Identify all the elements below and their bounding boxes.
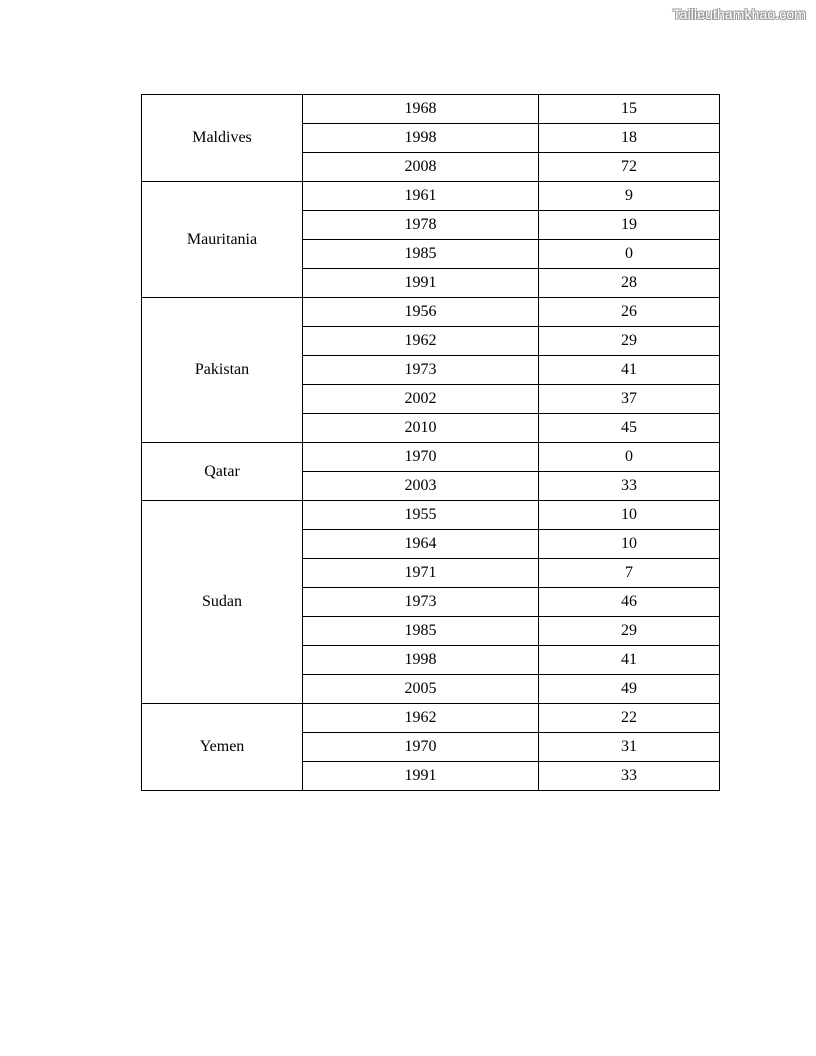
value-cell: 72 bbox=[539, 153, 720, 182]
value-cell: 0 bbox=[539, 443, 720, 472]
year-cell: 1968 bbox=[303, 95, 539, 124]
year-cell: 1991 bbox=[303, 762, 539, 791]
value-cell: 41 bbox=[539, 646, 720, 675]
value-cell: 41 bbox=[539, 356, 720, 385]
year-cell: 1985 bbox=[303, 617, 539, 646]
table-body bbox=[142, 95, 720, 791]
value-cell: 46 bbox=[539, 588, 720, 617]
year-cell: 1998 bbox=[303, 646, 539, 675]
value-cell: 49 bbox=[539, 675, 720, 704]
value-cell: 28 bbox=[539, 269, 720, 298]
table-row bbox=[142, 298, 720, 327]
year-cell: 1961 bbox=[303, 182, 539, 211]
value-cell: 29 bbox=[539, 617, 720, 646]
table-row bbox=[142, 95, 720, 124]
year-cell: 1978 bbox=[303, 211, 539, 240]
year-cell: 2010 bbox=[303, 414, 539, 443]
year-cell: 2002 bbox=[303, 385, 539, 414]
value-cell: 10 bbox=[539, 501, 720, 530]
year-cell: 1970 bbox=[303, 733, 539, 762]
year-cell: 1971 bbox=[303, 559, 539, 588]
country-cell: Yemen bbox=[142, 704, 303, 791]
table-row bbox=[142, 443, 720, 472]
year-cell: 2003 bbox=[303, 472, 539, 501]
year-cell: 1962 bbox=[303, 327, 539, 356]
value-cell: 15 bbox=[539, 95, 720, 124]
data-table bbox=[141, 94, 720, 791]
value-cell: 9 bbox=[539, 182, 720, 211]
value-cell: 33 bbox=[539, 472, 720, 501]
year-cell: 1991 bbox=[303, 269, 539, 298]
watermark-text: Tailieuthamkhao.com bbox=[672, 6, 806, 22]
year-cell: 1970 bbox=[303, 443, 539, 472]
value-cell: 7 bbox=[539, 559, 720, 588]
year-cell: 1985 bbox=[303, 240, 539, 269]
year-cell: 1973 bbox=[303, 356, 539, 385]
value-cell: 26 bbox=[539, 298, 720, 327]
value-cell: 29 bbox=[539, 327, 720, 356]
value-cell: 18 bbox=[539, 124, 720, 153]
year-cell: 1962 bbox=[303, 704, 539, 733]
value-cell: 37 bbox=[539, 385, 720, 414]
value-cell: 19 bbox=[539, 211, 720, 240]
year-cell: 2005 bbox=[303, 675, 539, 704]
year-cell: 1956 bbox=[303, 298, 539, 327]
year-cell: 1973 bbox=[303, 588, 539, 617]
table-row bbox=[142, 704, 720, 733]
value-cell: 31 bbox=[539, 733, 720, 762]
country-cell: Sudan bbox=[142, 501, 303, 704]
table-row bbox=[142, 182, 720, 211]
year-cell: 1955 bbox=[303, 501, 539, 530]
country-cell: Qatar bbox=[142, 443, 303, 501]
value-cell: 22 bbox=[539, 704, 720, 733]
country-cell: Mauritania bbox=[142, 182, 303, 298]
year-cell: 1998 bbox=[303, 124, 539, 153]
value-cell: 33 bbox=[539, 762, 720, 791]
value-cell: 45 bbox=[539, 414, 720, 443]
value-cell: 10 bbox=[539, 530, 720, 559]
value-cell: 0 bbox=[539, 240, 720, 269]
country-cell: Maldives bbox=[142, 95, 303, 182]
country-cell: Pakistan bbox=[142, 298, 303, 443]
year-cell: 1964 bbox=[303, 530, 539, 559]
year-cell: 2008 bbox=[303, 153, 539, 182]
table-row bbox=[142, 501, 720, 530]
